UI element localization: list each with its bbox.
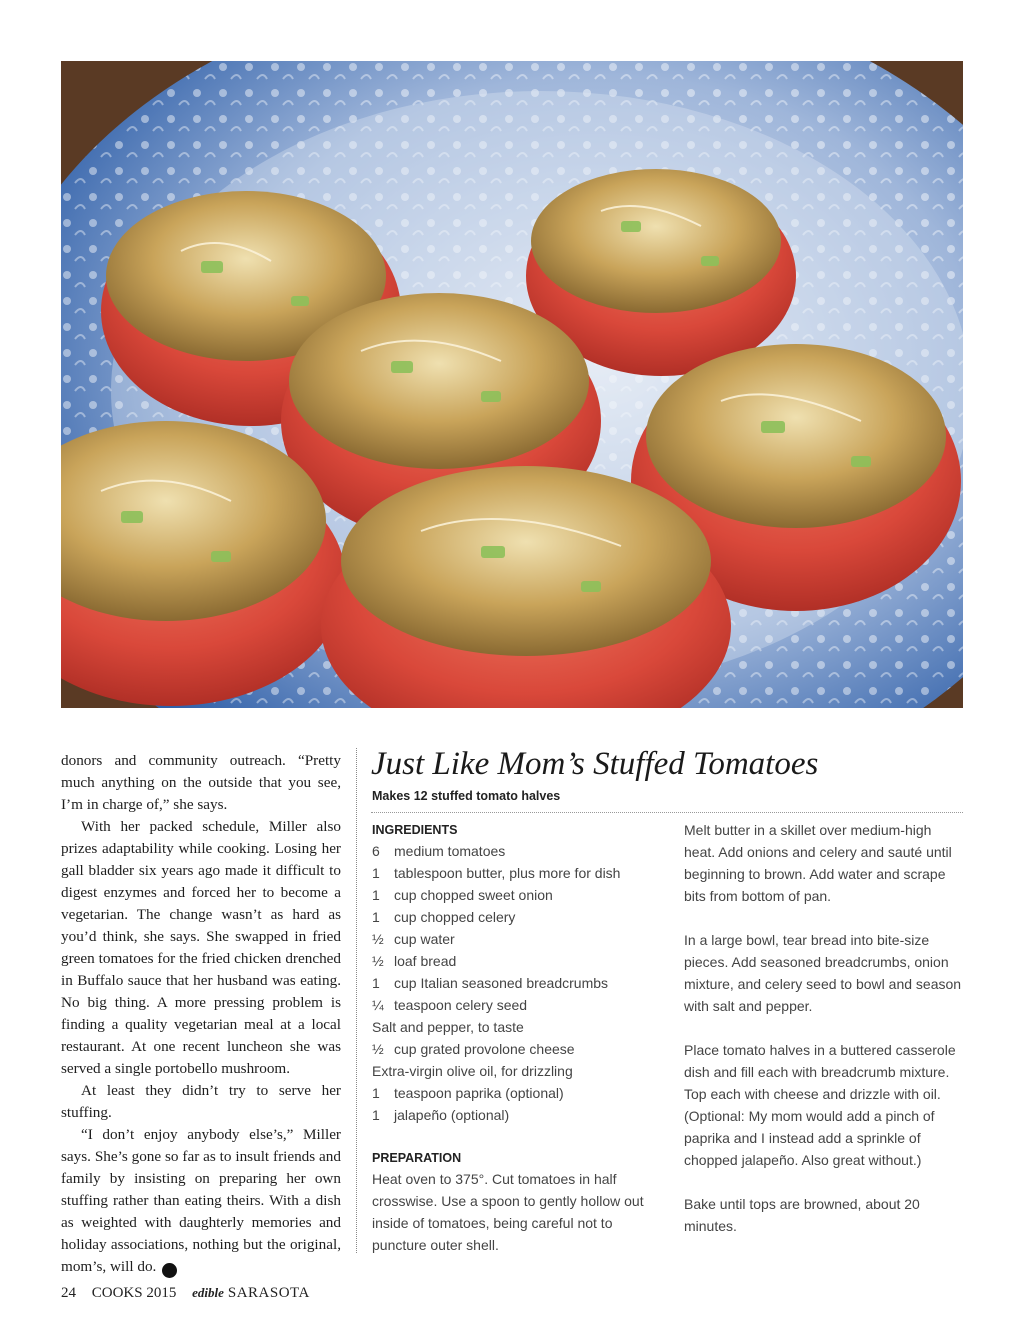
ingredient-text: cup Italian seasoned breadcrumbs: [394, 975, 609, 991]
ingredient-text: Extra-virgin olive oil, for drizzling: [372, 1063, 573, 1079]
column-divider: [356, 748, 357, 1253]
ingredient-item: [372, 884, 662, 906]
direction-step: In a large bowl, tear bread into bite-size pieces. Add seasoned breadcrumbs, onion mixture, and celery seed to bowl and season with salt and pepper.: [684, 932, 962, 1014]
ingredient-qty: 1: [372, 887, 380, 903]
hero-photo: [61, 61, 963, 708]
ingredient-text: loaf bread: [394, 953, 457, 969]
ingredient-text: cup water: [394, 931, 455, 947]
article-paragraph: At least they didn’t try to serve her stuffing.: [61, 1082, 341, 1121]
ingredient-item: [372, 840, 662, 862]
ingredient-text: cup grated provolone cheese: [394, 1041, 575, 1057]
ingredient-text: teaspoon paprika (optional): [394, 1085, 564, 1101]
brand-script: edible: [192, 1285, 224, 1300]
ingredient-item: [372, 1104, 662, 1126]
direction-step: Melt butter in a skillet over medium-high heat. Add onions and celery and sauté until beginning to brown. Add water and scrape bits from bottom of pan.: [684, 822, 952, 904]
ingredients-section: [372, 820, 662, 1256]
ingredient-text: cup chopped celery: [394, 909, 516, 925]
article-paragraph: [61, 1124, 341, 1278]
ingredient-text: cup chopped sweet onion: [394, 887, 553, 903]
ingredients-heading: INGREDIENTS: [372, 823, 458, 837]
issue-name: COOKS 2015: [91, 1285, 177, 1301]
ingredient-text: teaspoon celery seed: [394, 997, 528, 1013]
ingredient-qty: 1: [372, 1085, 380, 1101]
ingredient-item: [372, 906, 662, 928]
ingredient-qty: 1: [372, 1107, 380, 1123]
ingredient-item: [372, 950, 662, 972]
ingredient-qty: ¼: [372, 997, 384, 1013]
ingredients-list: [372, 840, 662, 1126]
ingredient-item: [372, 1060, 662, 1082]
preparation-heading: PREPARATION: [372, 1151, 462, 1165]
ingredient-item: [372, 972, 662, 994]
brand-name: SARASOTA: [227, 1285, 310, 1301]
page-footer: [61, 1283, 322, 1303]
article-paragraph-text: “I don’t enjoy anybody else’s,” Miller says. She’s gone so far as to insult friends and family by insisting on preparing her own stuffing rather than eating theirs. With a dish as weighted with daughterly memories and holiday associations, nothing but the original, mom’s, will do.: [61, 1126, 341, 1275]
ingredient-text: medium tomatoes: [394, 843, 506, 859]
ingredient-qty: 1: [372, 975, 380, 991]
preparation-text: Heat oven to 375°. Cut tomatoes in half crosswise. Use a spoon to gently hollow out inside of tomatoes, being careful not to puncture outer shell.: [372, 1171, 644, 1253]
ingredient-text: tablespoon butter, plus more for dish: [394, 865, 621, 881]
ingredient-item: [372, 1038, 662, 1060]
direction-step: Place tomato halves in a buttered casserole dish and fill each with breadcrumb mixture. Top each with cheese and drizzle with oil. (Optional: My mom would add a pinch of paprika and I instead add a sprinkle of chopped jalapeño. Also great without.): [684, 1042, 956, 1168]
ingredient-item: [372, 928, 662, 950]
article-paragraph: With her packed schedule, Miller also prizes adaptability while cooking. Losing her gall bladder six years ago made it difficult to digest enzymes and forced her to become a vegetarian. The change wasn’t as hard as you’d think, she says. She swapped in fried green tomatoes for the fried chicken drenched in Buffalo sauce that her husband was eating. No big thing. A more pressing problem is finding a quality vegetarian meal at a local restaurant. At one recent luncheon she was served a single portobello mushroom.: [61, 818, 341, 1077]
page-number: 24: [61, 1285, 76, 1301]
recipe-divider: [371, 812, 963, 813]
recipe-yield: Makes 12 stuffed tomato halves: [372, 789, 561, 803]
direction-step: Bake until tops are browned, about 20 minutes.: [684, 1196, 920, 1234]
ingredient-qty: 1: [372, 865, 380, 881]
ingredient-item: [372, 994, 662, 1016]
ingredient-qty: ½: [372, 953, 384, 969]
ingredient-qty: 6: [372, 843, 380, 859]
article-column: [61, 750, 341, 1278]
ingredient-item: [372, 1082, 662, 1104]
recipe-title: Just Like Mom’s Stuffed Tomatoes: [371, 746, 819, 782]
ingredient-qty: 1: [372, 909, 380, 925]
ingredient-text: Salt and pepper, to taste: [372, 1019, 524, 1035]
ingredient-qty: ½: [372, 931, 384, 947]
article-paragraph: donors and community outreach. “Pretty much anything on the outside that you see, I’m in charge of,” she says.: [61, 752, 341, 813]
ingredient-text: jalapeño (optional): [394, 1107, 510, 1123]
ingredient-qty: ½: [372, 1041, 384, 1057]
ingredient-item: [372, 862, 662, 884]
ingredient-item: [372, 1016, 662, 1038]
directions-section: [684, 819, 964, 1259]
end-mark-icon: e: [162, 1263, 177, 1278]
